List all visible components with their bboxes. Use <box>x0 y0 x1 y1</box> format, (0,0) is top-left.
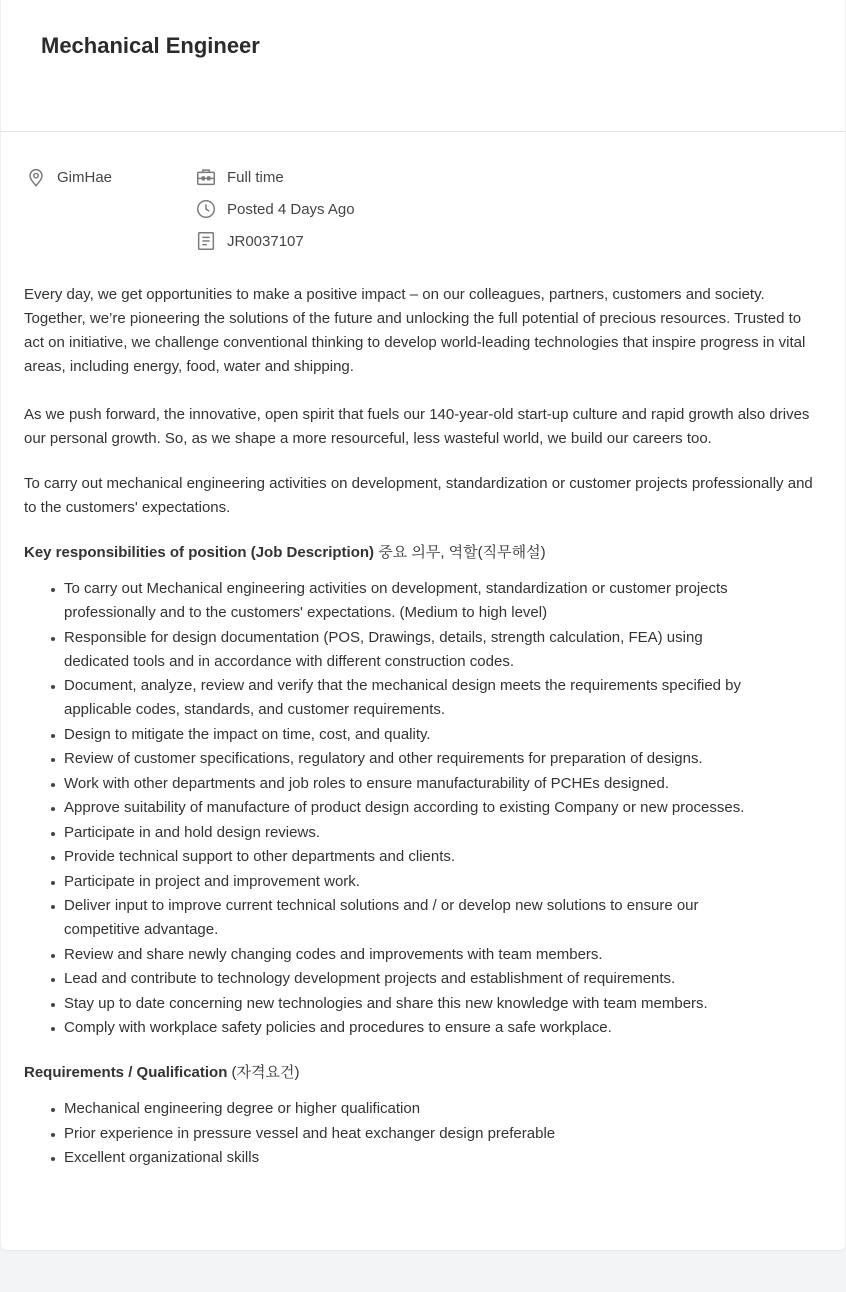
clock-icon <box>195 198 217 220</box>
list-item: Comply with workplace safety policies and procedures to ensure a safe workplace. <box>64 1016 764 1040</box>
job-posting-card <box>1 0 845 1250</box>
header-divider <box>1 131 845 132</box>
list-item: Participate in project and improvement work. <box>64 870 764 894</box>
list-item-text: Document, analyze, review and verify that the mechanical design meets the requirements specified by <box>64 677 742 694</box>
intro-paragraph: Every day, we get opportunities to make a positive impact – on our colleagues, partners, customers and society. Together, we’re pioneering the solutions of the future and unlocking the full potential of precious resources. Trusted to act on initiative, we challenge conventional thinking to develop world-leading technologies that inspire progress in vital areas, including energy, food, water and shipping. <box>24 286 806 375</box>
list-item: Participate in and hold design reviews. <box>64 821 764 845</box>
list-item: Deliver input to improve current technical solutions and / or develop new solutions to ensure our competitive advantage. <box>64 894 764 942</box>
list-item: Responsible for design documentation (POS, Drawings, details, strength calculation, FEA) using dedicated tools and in accordance with different construction codes. <box>64 626 764 674</box>
list-item: Work with other departments and job roles to ensure manufacturability of PCHEs designed. <box>64 772 764 796</box>
list-item <box>64 674 764 722</box>
posted-text: Posted 4 Days Ago <box>227 200 355 218</box>
requirements-heading-text: Requirements / Qualification <box>24 1064 228 1081</box>
list-item: Design to mitigate the impact on time, cost, and quality. <box>64 723 764 747</box>
summary-paragraph: To carry out mechanical engineering activities on development, standardization or customer projects professionally and to the customers' expectations. <box>24 475 813 516</box>
list-item: Approve suitability of manufacture of product design according to existing Company or new processes. <box>64 796 764 820</box>
list-item: Excellent organizational skills <box>64 1146 764 1170</box>
location-text: GimHae <box>57 168 113 186</box>
responsibilities-heading-text: Key responsibilities of position (Job Description) <box>24 544 375 561</box>
document-icon <box>195 230 217 252</box>
list-item: Prior experience in pressure vessel and heat exchanger design preferable <box>64 1122 764 1146</box>
posted-meta <box>195 197 355 221</box>
responsibilities-list <box>24 577 764 1040</box>
requisition-id-text: JR0037107 <box>227 232 304 250</box>
job-type-meta <box>195 165 284 189</box>
list-item: To carry out Mechanical engineering activities on development, standardization or customer projects professionally and to the customers' expectations. (Medium to high level) <box>64 577 764 625</box>
requisition-meta <box>195 229 304 253</box>
job-title: Mechanical Engineer <box>41 33 260 58</box>
requirements-heading <box>24 1061 824 1085</box>
intro-paragraph: As we push forward, the innovative, open spirit that fuels our 140-year-old start-up culture and rapid growth also drives our personal growth. So, as we shape a more resourceful, less wasteful world, we build our careers too. <box>24 406 810 447</box>
list-item: Provide technical support to other departments and clients. <box>64 845 764 869</box>
briefcase-icon <box>195 166 217 188</box>
responsibilities-heading-korean: 중요 의무, 역할(직무해설) <box>374 544 546 561</box>
job-type-text: Full time <box>227 168 284 186</box>
requirements-list <box>24 1097 764 1170</box>
list-item: Review of customer specifications, regulatory and other requirements for preparation of designs. <box>64 747 764 771</box>
list-item: Lead and contribute to technology development projects and establishment of requirements. <box>64 967 764 991</box>
map-pin-icon <box>25 166 47 188</box>
list-item: Review and share newly changing codes and improvements with team members. <box>64 943 764 967</box>
location-meta <box>25 165 112 189</box>
list-item: Mechanical engineering degree or higher qualification <box>64 1097 764 1121</box>
list-item-continuation: applicable codes, standards, and customer requirements. <box>64 701 446 718</box>
requirements-heading-korean: (자격요건) <box>227 1064 300 1081</box>
responsibilities-heading <box>24 541 824 565</box>
list-item: Stay up to date concerning new technologies and share this new knowledge with team members. <box>64 992 764 1016</box>
job-description <box>24 283 824 1171</box>
